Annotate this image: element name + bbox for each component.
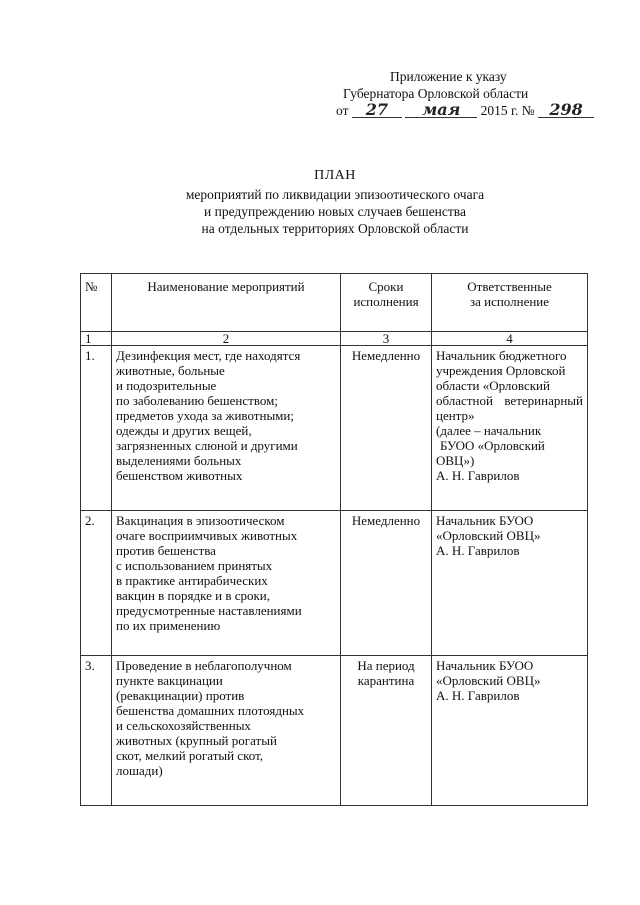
row-name-line: по их применению — [116, 618, 221, 633]
handwritten-day: 27 — [352, 102, 402, 118]
row-name — [112, 511, 341, 656]
row-name — [112, 656, 341, 806]
index-cell: 3 — [341, 332, 432, 346]
header-term-line2: исполнения — [353, 294, 419, 309]
table-row — [81, 656, 588, 806]
row-resp-line: Начальник бюджетного — [436, 348, 567, 363]
row-term: Немедленно — [341, 346, 432, 511]
appendix-line1: Приложение к указу — [390, 69, 507, 84]
measures-table — [80, 273, 588, 806]
table-row — [81, 346, 588, 511]
row-name-line: (ревакцинации) против — [116, 688, 245, 703]
row-name-line: предметов ухода за животными; — [116, 408, 294, 423]
row-name-line: загрязненных слюной и другими — [116, 438, 298, 453]
index-cell: 1 — [81, 332, 112, 346]
plan-title-line2: и предупреждению новых случаев бешенства — [204, 204, 466, 219]
row-term-line: карантина — [357, 673, 415, 688]
row-name-line: скот, мелкий рогатый скот, — [116, 748, 264, 763]
header-resp-line1: Ответственные — [467, 279, 552, 294]
row-term-line: На период — [357, 658, 415, 673]
header-num: № — [81, 274, 112, 332]
plan-title-line1: мероприятий по ликвидации эпизоотического очага — [185, 187, 485, 202]
plan-heading: ПЛАН — [314, 168, 356, 183]
appendix-year: 2015 г. № — [480, 103, 535, 118]
plan-title-line3: на отдельных территориях Орловской области — [201, 221, 469, 236]
row-name-line: предусмотренные наставлениями — [116, 603, 302, 618]
handwritten-month: мая — [405, 102, 477, 118]
row-resp-line: А. Н. Гаврилов — [436, 468, 520, 483]
row-resp-line: центр» — [436, 408, 475, 423]
header-term-line1: Сроки — [368, 279, 404, 294]
row-name-line: и подозрительные — [116, 378, 217, 393]
row-name-line: лошади) — [116, 763, 163, 778]
row-resp-line: Начальник БУОО — [436, 513, 534, 528]
row-name-line: пункте вакцинации — [116, 673, 223, 688]
row-name — [112, 346, 341, 511]
row-name-line: и сельскохозяйственных — [116, 718, 251, 733]
row-resp-line: Начальник БУОО — [436, 658, 534, 673]
row-resp-line: «Орловский ОВЦ» — [436, 673, 541, 688]
row-resp — [432, 346, 588, 511]
appendix-from: от — [336, 103, 349, 118]
appendix-header — [336, 68, 586, 119]
row-resp-line: (далее – начальник — [436, 423, 542, 438]
row-name-line: бешенством животных — [116, 468, 243, 483]
row-resp-line: «Орловский ОВЦ» — [436, 528, 541, 543]
row-resp-word: ветеринарный — [504, 393, 583, 408]
header-resp-line2: за исполнение — [469, 294, 550, 309]
row-name-line: бешенства домашних плотоядных — [116, 703, 305, 718]
row-name-line: животных (крупный рогатый — [116, 733, 277, 748]
header-term — [341, 274, 432, 332]
row-resp-line-justified — [436, 393, 583, 408]
row-name-line: выделениями больных — [116, 453, 242, 468]
row-term: Немедленно — [341, 511, 432, 656]
row-term — [341, 656, 432, 806]
handwritten-number: 298 — [538, 102, 594, 118]
row-num: 3. — [81, 656, 112, 806]
appendix-date-line — [336, 102, 586, 119]
row-name-line: по заболеванию бешенством; — [116, 393, 278, 408]
row-resp-line: БУОО «Орловский — [440, 438, 545, 453]
row-resp-line: учреждения Орловской — [436, 363, 566, 378]
row-name-line: Вакцинация в эпизоотическом — [116, 513, 285, 528]
header-name: Наименование мероприятий — [112, 274, 341, 332]
row-resp — [432, 511, 588, 656]
row-name-line: одежды и других вещей, — [116, 423, 252, 438]
table-index-row — [81, 332, 588, 346]
row-name-line: Дезинфекция мест, где находятся — [116, 348, 301, 363]
row-name-line: вакцин в порядке и в сроки, — [116, 588, 271, 603]
row-name-line: с использованием принятых — [116, 558, 273, 573]
row-resp-word: областной — [436, 393, 493, 408]
plan-title — [120, 167, 550, 237]
row-name-line: животные, больные — [116, 363, 225, 378]
index-cell: 2 — [112, 332, 341, 346]
row-resp-line: области «Орловский — [436, 378, 550, 393]
row-num: 2. — [81, 511, 112, 656]
row-name-line: Проведение в неблагополучном — [116, 658, 292, 673]
row-resp — [432, 656, 588, 806]
row-name-line: очаге восприимчивых животных — [116, 528, 298, 543]
row-num: 1. — [81, 346, 112, 511]
row-name-line: в практике антирабических — [116, 573, 268, 588]
row-resp-line: А. Н. Гаврилов — [436, 543, 520, 558]
table-row — [81, 511, 588, 656]
row-resp-line: А. Н. Гаврилов — [436, 688, 520, 703]
appendix-line2: Губернатора Орловской области — [343, 86, 529, 101]
header-resp — [432, 274, 588, 332]
index-cell: 4 — [432, 332, 588, 346]
row-resp-line: ОВЦ») — [436, 453, 475, 468]
row-name-line: против бешенства — [116, 543, 216, 558]
table-header-row — [81, 274, 588, 332]
